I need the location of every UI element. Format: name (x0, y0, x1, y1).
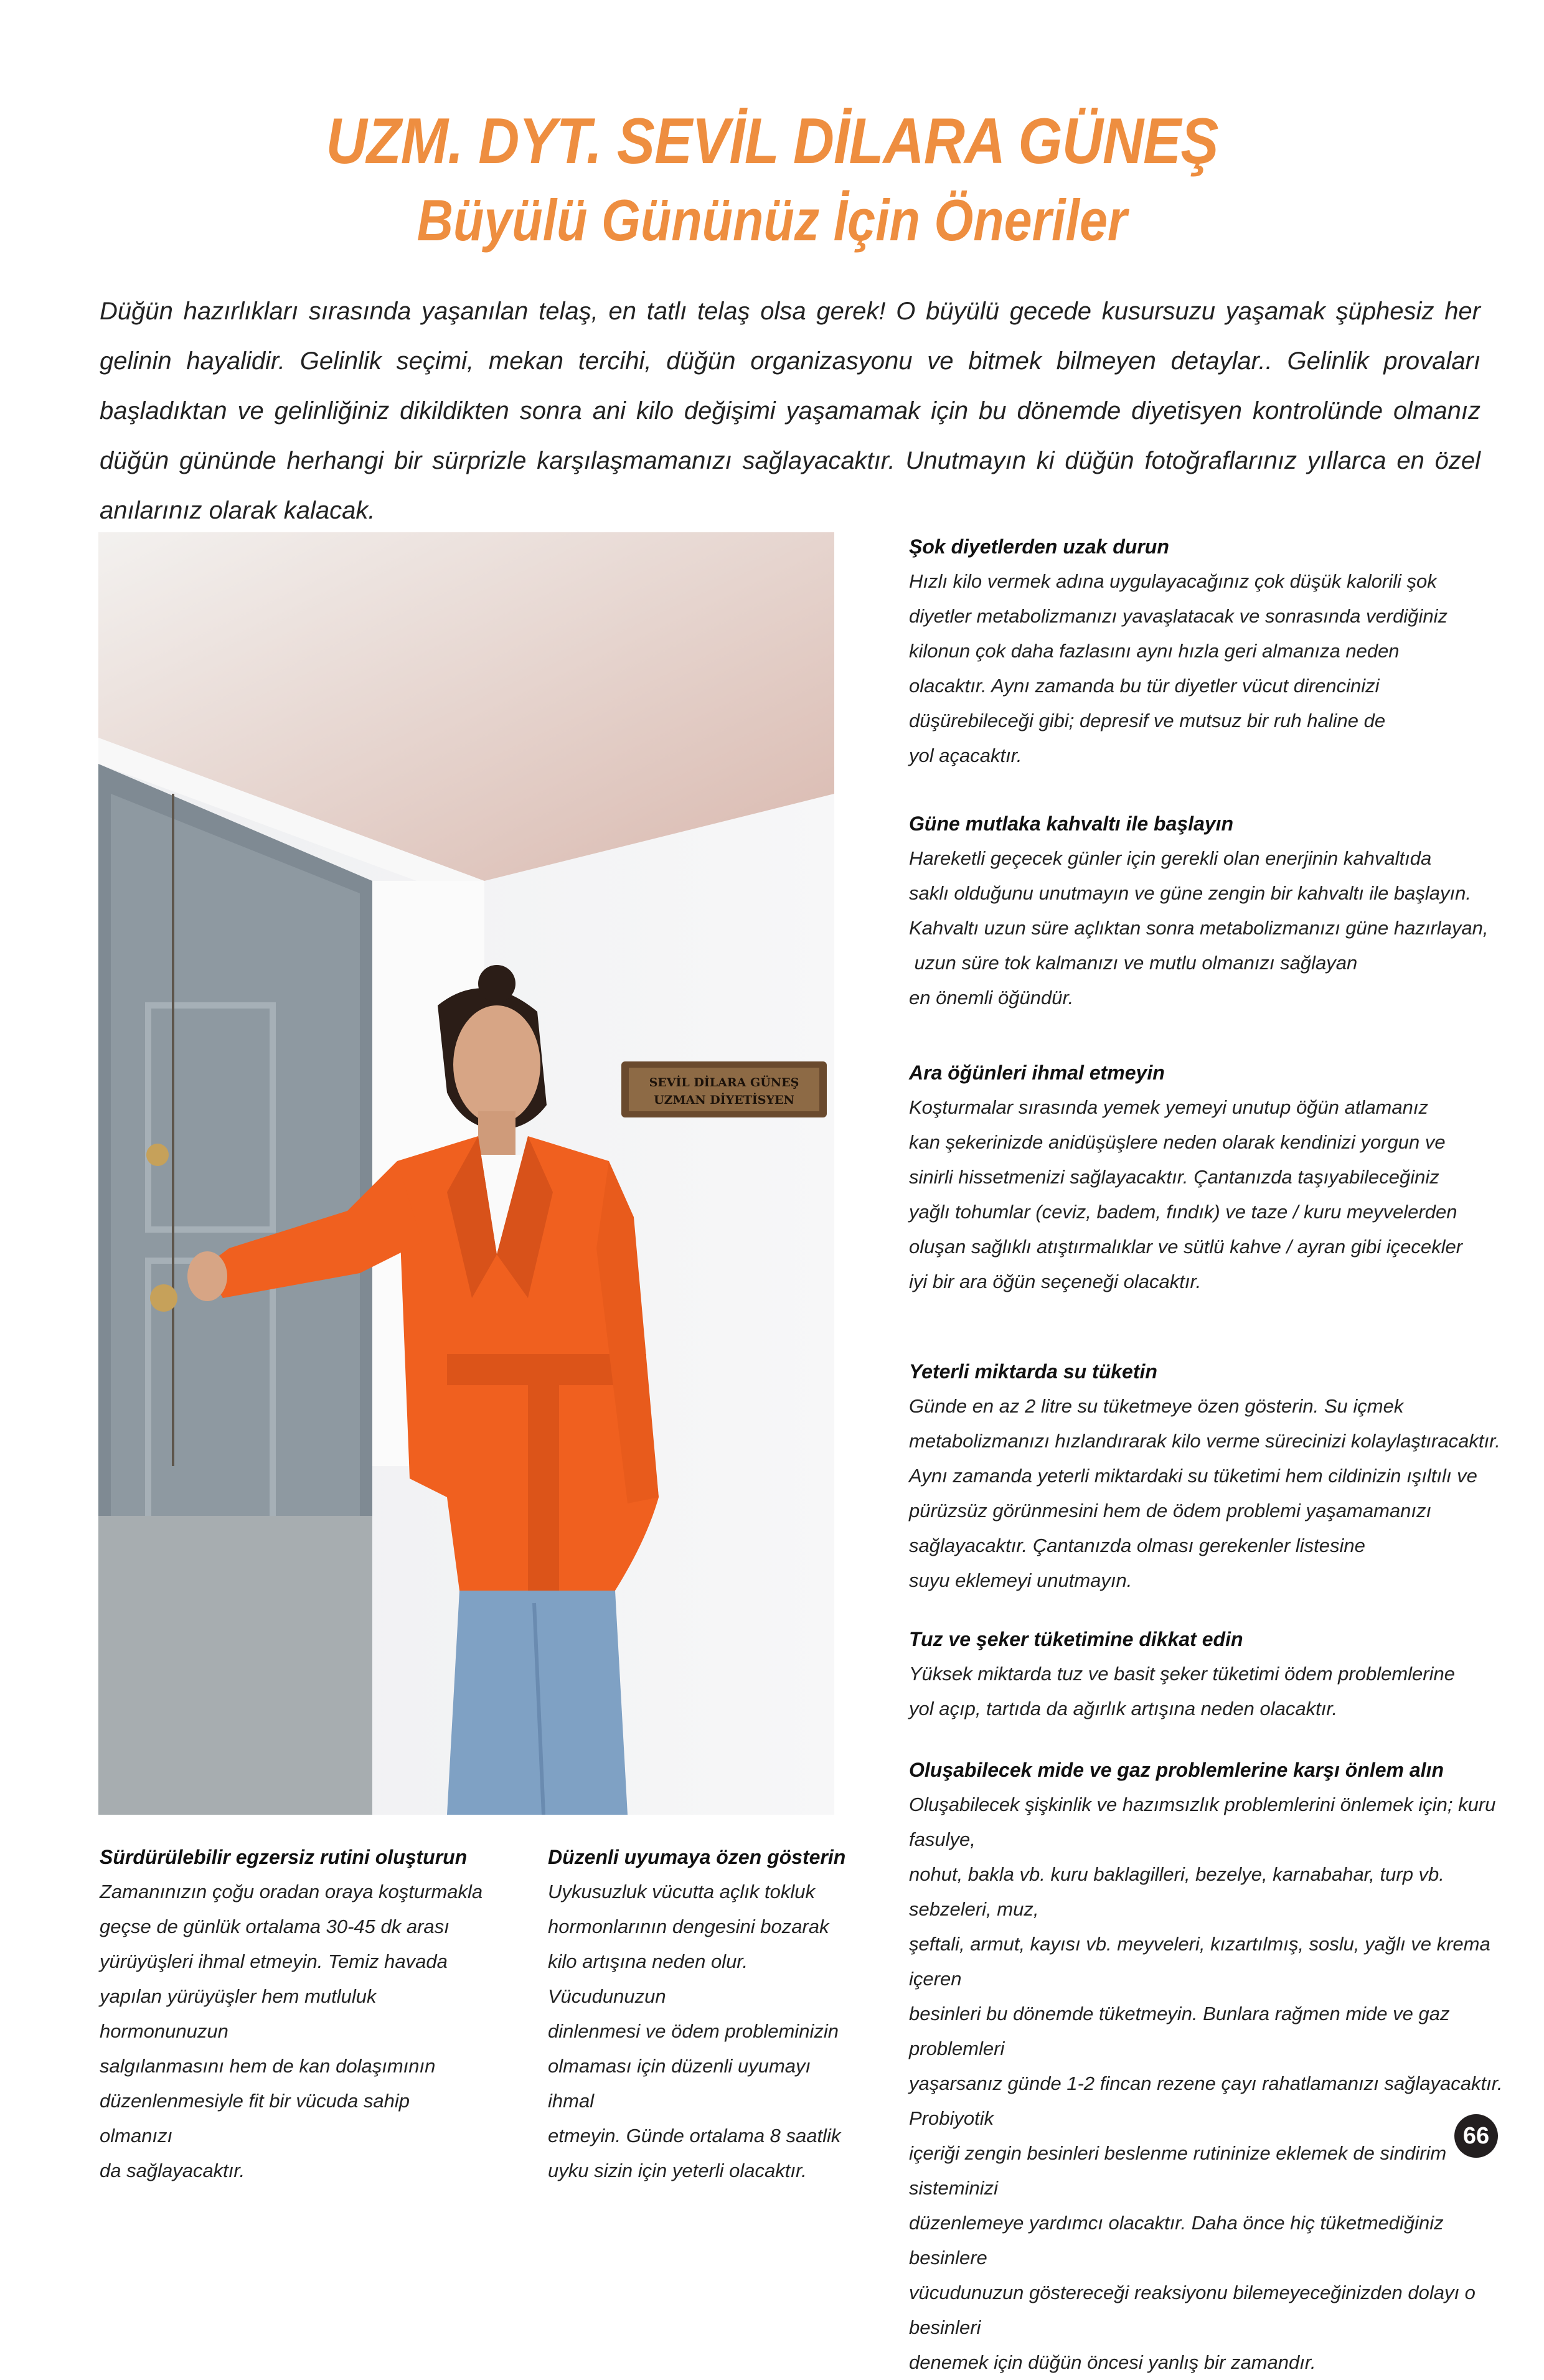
tip-line: suyu eklemeyi unutmayın. (909, 1569, 1132, 1591)
bottom-left-column (100, 1840, 486, 2188)
tip-line: yağlı tohumlar (ceviz, badem, fındık) ve taze / kuru meyvelerden (909, 1201, 1457, 1223)
tip-line: geçse de günlük ortalama 30-45 dk arası (100, 1916, 450, 1937)
tip-line: dinlenmesi ve ödem probleminizin (548, 2020, 839, 2042)
tip-line: Günde en az 2 litre su tüketmeye özen gösterin. Su içmek (909, 1395, 1404, 1417)
tip-line: kilonun çok daha fazlasını aynı hızla geri almanıza neden (909, 640, 1400, 662)
tip-line: iyi bir ara öğün seçeneği olacaktır. (909, 1271, 1202, 1292)
tip-line: vücudunuzun göstereceği reaksiyonu bilemeyeceğinizden dolayı o besinleri (909, 2282, 1476, 2338)
tip-line: Zamanınızın çoğu oradan oraya koşturmakla (100, 1881, 483, 1903)
tip-line: denemek için düğün öncesi yanlış bir zamandır. (909, 2351, 1316, 2373)
tip-line: Hızlı kilo vermek adına uygulayacağınız çok düşük kalorili şok (909, 570, 1437, 592)
tip-line: yol açacaktır. (909, 745, 1022, 766)
tip-line: Yüksek miktarda tuz ve basit şeker tüketimi ödem problemlerine (909, 1663, 1455, 1685)
tip-line: olmaması için düzenli uyumayı ihmal (548, 2055, 811, 2112)
tip-line: oluşan sağlıklı atıştırmalıklar ve sütlü kahve / ayran gibi içecekler (909, 1236, 1463, 1258)
tip-line: düzenlemeye yardımcı olacaktır. Daha önce hiç tüketmediğiniz besinlere (909, 2212, 1444, 2269)
tip-heading: Ara öğünleri ihmal etmeyin (909, 1061, 1165, 1084)
tip-heading: Oluşabilecek mide ve gaz problemlerine karşı önlem alın (909, 1759, 1444, 1781)
tip-line: salgılanmasını hem de kan dolaşımının (100, 2055, 436, 2077)
tip-line: olacaktır. Aynı zamanda bu tür diyetler vücut direncinizi (909, 675, 1380, 697)
tip-line: Oluşabilecek şişkinlik ve hazımsızlık problemlerini önlemek için; kuru fasulye, (909, 1794, 1496, 1850)
tip-line: düzenlenmesiyle fit bir vücuda sahip olmanızı (100, 2090, 410, 2147)
tip-line: sağlayacaktır. Çantanızda olması gerekenler listesine (909, 1535, 1365, 1556)
name-plate-line1: SEVİL DİLARA GÜNEŞ (649, 1076, 799, 1089)
tip-heading: Sürdürülebilir egzersiz rutini oluşturun (100, 1846, 468, 1868)
tip-line: en önemli öğündür. (909, 987, 1074, 1009)
tip-line: içeriği zengin besinleri beslenme rutininize eklemek de sindirim sisteminizi (909, 2142, 1447, 2199)
tip-line: Koşturmalar sırasında yemek yemeyi unutup öğün atlamanız (909, 1096, 1428, 1118)
portrait-photo (98, 532, 834, 1815)
tip-heading: Düzenli uyumaya özen gösterin (548, 1846, 846, 1868)
tip-heading: Şok diyetlerden uzak durun (909, 535, 1169, 558)
tip-line: etmeyin. Günde ortalama 8 saatlik (548, 2125, 841, 2147)
tip-line: pürüzsüz görünmesini hem de ödem problemi yaşamamanızı (909, 1500, 1432, 1522)
tip-line: kan şekerinizde anidüşüşlere neden olarak kendinizi yorgun ve (909, 1131, 1446, 1153)
page-number: 66 (1454, 2114, 1498, 2158)
tip-section (909, 1055, 1507, 1299)
tip-line: diyetler metabolizmanızı yavaşlatacak ve sonrasında verdiğiniz (909, 605, 1448, 627)
tip-line: yapılan yürüyüşler hem mutluluk hormonunuzun (100, 1985, 377, 2042)
tip-line: Hareketli geçecek günler için gerekli olan enerjinin kahvaltıda (909, 847, 1432, 869)
tip-line: şeftali, armut, kayısı vb. meyveleri, kızartılmış, soslu, yağlı ve krema içeren (909, 1933, 1490, 1990)
tip-line: düşürebileceği gibi; depresif ve mutsuz bir ruh haline de (909, 710, 1386, 731)
tip-line: saklı olduğunu unutmayın ve güne zengin bir kahvaltı ile başlayın. (909, 882, 1472, 904)
tip-line: metabolizmanızı hızlandırarak kilo verme sürecinizi kolaylaştıracaktır. (909, 1430, 1500, 1452)
name-plate-line2: UZMAN DİYETİSYEN (654, 1093, 794, 1107)
tip-section (909, 1622, 1507, 1726)
tip-line: yaşarsanız günde 1-2 fincan rezene çayı rahatlamanızı sağlayacaktır. Probiyotik (909, 2072, 1503, 2129)
tip-heading: Yeterli miktarda su tüketin (909, 1360, 1157, 1383)
tip-line: yol açıp, tartıda da ağırlık artışına neden olacaktır. (909, 1698, 1338, 1719)
tip-line: kilo artışına neden olur. Vücudunuzun (548, 1950, 748, 2007)
tip-section (909, 1354, 1507, 1598)
tip-section (909, 529, 1507, 773)
tip-heading: Güne mutlaka kahvaltı ile başlayın (909, 812, 1234, 835)
tip-line: Uykusuzluk vücutta açlık tokluk (548, 1881, 816, 1903)
tip-line: da sağlayacaktır. (100, 2160, 245, 2181)
tip-line: Kahvaltı uzun süre açlıktan sonra metabolizmanızı güne hazırlayan, (909, 917, 1489, 939)
tip-line: yürüyüşleri ihmal etmeyin. Temiz havada (100, 1950, 448, 1972)
tip-line: uzun süre tok kalmanızı ve mutlu olmanızı sağlayan (909, 952, 1358, 974)
tip-section (909, 806, 1507, 1015)
tip-line: uyku sizin için yeterli olacaktır. (548, 2160, 807, 2181)
bottom-middle-column (548, 1840, 859, 2188)
tip-section (909, 1752, 1507, 2380)
tip-heading: Tuz ve şeker tüketimine dikkat edin (909, 1628, 1243, 1650)
tip-line: Aynı zamanda yeterli miktardaki su tüketimi hem cildinizin ışıltılı ve (909, 1465, 1477, 1487)
tip-line: nohut, bakla vb. kuru baklagilleri, bezelye, karnabahar, turp vb. sebzeleri, muz, (909, 1863, 1444, 1920)
page-subtitle: Büyülü Gününüz İçin Öneriler (417, 187, 1127, 253)
intro-paragraph: Düğün hazırlıkları sırasında yaşanılan telaş, en tatlı telaş olsa gerek! O büyülü gecede kusursuzu yaşamak şüphesiz her gelinin hayalidir. Gelinlik seçimi, mekan tercihi, düğün organizasyonu ve bitmek bilmeyen detaylar.. Gelinlik provaları başladıktan ve gelinliğiniz dikildikten sonra ani kilo değişimi yaşamamak için bu dönemde diyetisyen kontrolünde olmanız düğün gününde herhangi bir sürprizle karşılaşmamanızı sağlayacaktır. Unutmayın ki düğün fotoğraflarınız yıllarca en özel anılarınız olarak kalacak. (100, 298, 1480, 524)
tip-line: sinirli hissetmenizi sağlayacaktır. Çantanızda taşıyabileceğiniz (909, 1166, 1439, 1188)
tip-line: besinleri bu dönemde tüketmeyin. Bunlara rağmen mide ve gaz problemleri (909, 2003, 1450, 2059)
tip-line: hormonlarının dengesini bozarak (548, 1916, 829, 1937)
page-title: UZM. DYT. SEVİL DİLARA GÜNEŞ (326, 105, 1218, 177)
